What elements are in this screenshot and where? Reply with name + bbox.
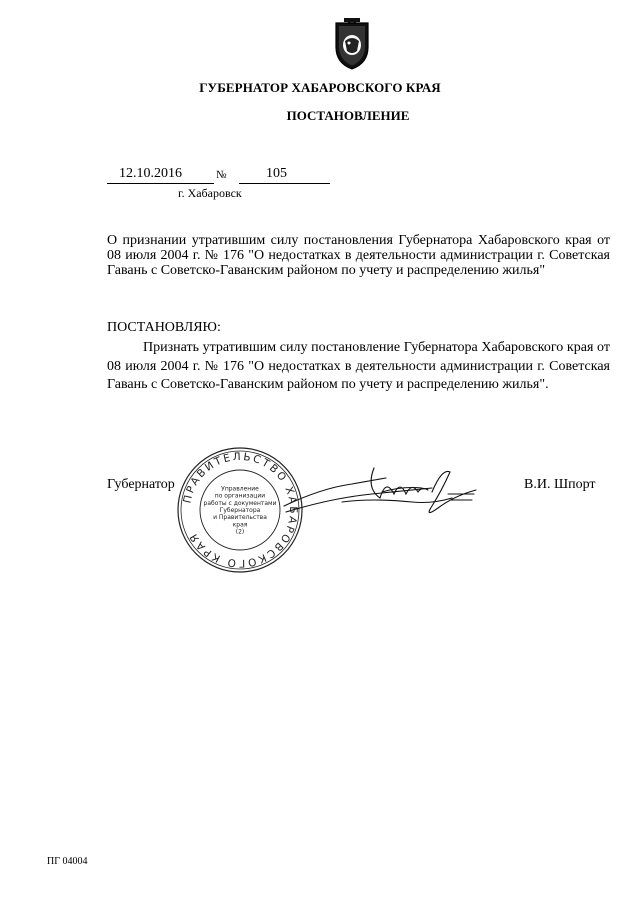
stamp-center-line: края xyxy=(232,521,248,529)
stamp-center-line: Губернатора xyxy=(219,507,261,514)
signatory-name: В.И. Шпорт xyxy=(524,477,596,492)
number-underline xyxy=(239,183,330,184)
document-number: 105 xyxy=(266,166,287,181)
document-type-title: ПОСТАНОВЛЕНИЕ xyxy=(286,108,410,123)
date-underline xyxy=(107,183,214,184)
handwritten-signature xyxy=(282,458,478,528)
decree-body-text: Признать утратившим силу постановление Губернатора Хабаровского края от 08 июля 2004 г. № 176 "О недостатках в деятельности администрации г. Советская Гавань с Советско-Гаванским районом по учету и распределению жилья". xyxy=(107,340,610,392)
stamp-center-line: работы с документами xyxy=(203,499,277,507)
stamp-center-line: по организации xyxy=(214,492,266,500)
organization-title: ГУБЕРНАТОР ХАБАРОВСКОГО КРАЯ xyxy=(199,80,441,95)
decree-word: ПОСТАНОВЛЯЮ: xyxy=(107,320,221,335)
stamp-center-text xyxy=(204,485,277,535)
stamp-center-line: и Правительства xyxy=(213,514,267,522)
stamp-center-line: Управление xyxy=(221,485,259,493)
stamp-ring-text: ПРАВИТЕЛЬСТВО ХАБАРОВСКОГО КРАЯ xyxy=(181,450,300,570)
signatory-title: Губернатор xyxy=(107,477,175,492)
city-label: г. Хабаровск xyxy=(178,186,242,200)
number-sign: № xyxy=(216,169,227,181)
registration-line xyxy=(107,166,330,186)
coat-of-arms-emblem xyxy=(328,17,376,73)
document-date: 12.10.2016 xyxy=(119,166,182,181)
form-code: ПГ 04004 xyxy=(47,856,88,867)
stamp-center-line: (2) xyxy=(235,528,245,536)
document-subject: О признании утратившим силу постановления Губернатора Хабаровского края от 08 июля 2004 г. № 176 "О недостатках в деятельности администрации г. Советская Гавань с Советско-Гаванским районом по учету и распределению жилья" xyxy=(107,233,610,278)
